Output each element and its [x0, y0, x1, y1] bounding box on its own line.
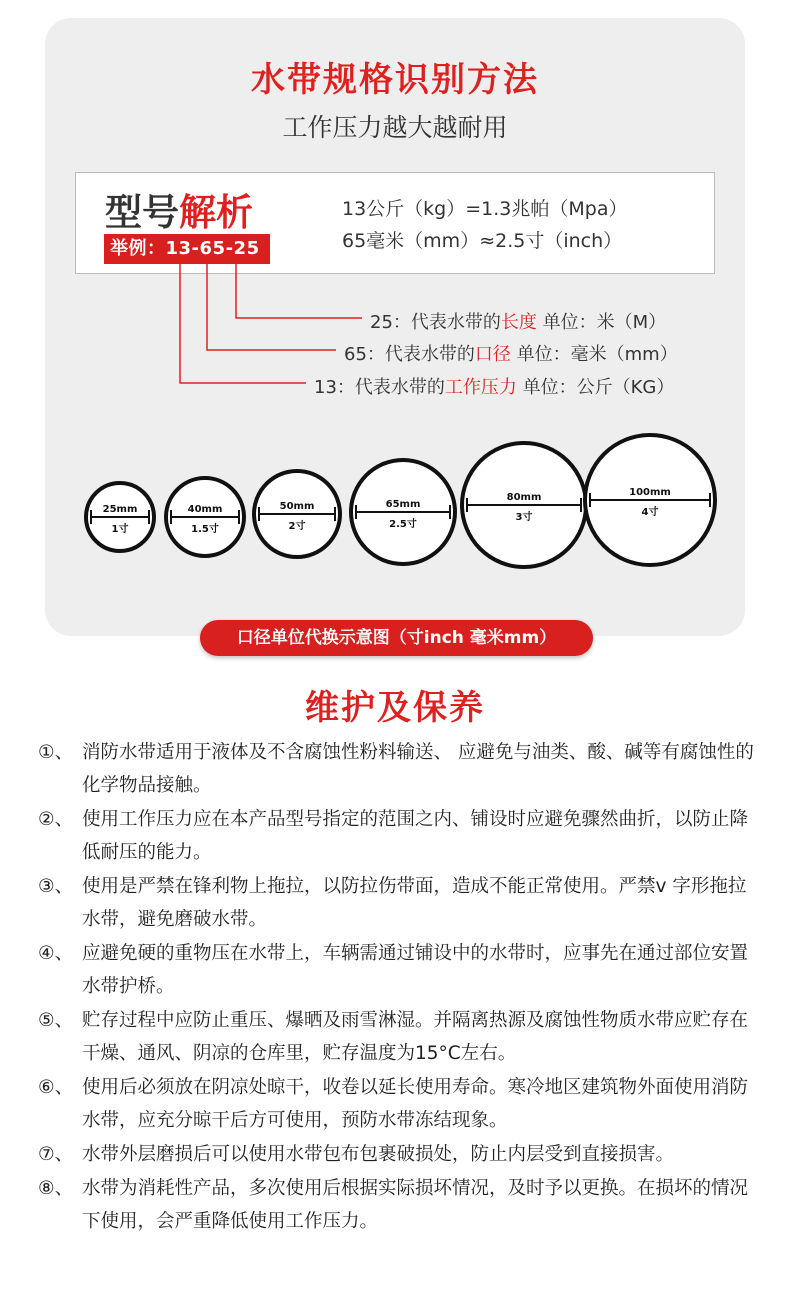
legend-length-highlight: 长度 [500, 312, 537, 333]
care-item-3 [38, 870, 758, 936]
care-item-1 [38, 736, 758, 802]
diameter-inch-label: 2寸 [288, 521, 306, 532]
connector-diameter [207, 264, 336, 350]
connector-pressure [180, 264, 306, 383]
diameter-inch-label: 1寸 [111, 524, 129, 535]
care-item-text: 使用是严禁在锋利物上拖拉，以防拉伤带面，造成不能正常使用。严禁v 字形拖拉水带，避免磨破水带。 [82, 876, 747, 930]
legend-diameter-prefix: 65：代表水带的 [344, 344, 475, 365]
care-item-2 [38, 803, 758, 869]
diameter-mm-label: 65mm [385, 499, 421, 510]
diameter-mm-label: 40mm [187, 504, 223, 515]
model-title-black: 型号 [105, 191, 179, 234]
diameter-circle-6 [585, 435, 715, 565]
legend-diameter [344, 340, 678, 366]
diameter-inch-label: 1.5寸 [191, 524, 219, 535]
care-item-number: ⑥、 [38, 1077, 74, 1098]
conversion-diameter: 65毫米（mm）≈2.5寸（inch） [342, 230, 623, 252]
diameter-mm-label: 25mm [102, 504, 138, 515]
diameter-circle-5 [462, 443, 586, 567]
care-item-text: 消防水带适用于液体及不含腐蚀性粉料输送、 应避免与油类、酸、碱等有腐蚀性的化学物品接触。 [82, 742, 754, 796]
model-title-red: 解析 [179, 191, 253, 234]
conversion-pressure: 13公斤（kg）=1.3兆帕（Mpa） [342, 198, 628, 220]
care-list [38, 736, 758, 1239]
care-item-number: ⑤、 [38, 1010, 74, 1031]
legend-length-suffix: 单位：米（M） [536, 312, 667, 333]
diameter-circle-3 [254, 471, 340, 557]
care-title: 维护及保养 [305, 688, 485, 728]
diameter-mm-label: 50mm [279, 501, 315, 512]
page-subtitle: 工作压力越大越耐用 [282, 113, 508, 142]
legend-length-prefix: 25：代表水带的 [370, 312, 501, 333]
care-item-number: ②、 [38, 809, 74, 830]
legend-pressure-suffix: 单位：公斤（KG） [516, 377, 675, 398]
diameter-inch-label: 2.5寸 [389, 519, 417, 530]
connector-length [236, 264, 362, 318]
diameter-circle-4 [351, 460, 455, 564]
legend-pressure-prefix: 13：代表水带的 [314, 377, 445, 398]
care-item-number: ④、 [38, 943, 74, 964]
care-item-text: 应避免硬的重物压在水带上，车辆需通过铺设中的水带时，应事先在通过部位安置水带护桥。 [82, 943, 749, 997]
diameter-diagram [0, 420, 790, 610]
care-item-text: 水带外层磨损后可以使用水带包布包裹破损处，防止内层受到直接损害。 [82, 1144, 675, 1165]
example-tag: 举例：13-65-25 [104, 234, 270, 264]
care-item-7 [38, 1138, 758, 1171]
care-item-4 [38, 937, 758, 1003]
care-item-text: 贮存过程中应防止重压、爆晒及雨雪淋湿。并隔离热源及腐蚀性物质水带应贮存在干燥、通风、阴凉的仓库里，贮存温度为15°C左右。 [82, 1010, 749, 1064]
legend-pressure [314, 373, 674, 399]
care-item-6 [38, 1071, 758, 1137]
page-title: 水带规格识别方法 [251, 60, 539, 100]
legend-pressure-highlight: 工作压力 [444, 377, 517, 398]
care-item-number: ⑧、 [38, 1178, 74, 1199]
diameter-mm-label: 100mm [629, 487, 671, 498]
care-item-5 [38, 1004, 758, 1070]
care-item-text: 使用后必须放在阴凉处晾干，收卷以延长使用寿命。寒冷地区建筑物外面使用消防水带，应充分晾干后方可使用，预防水带冻结现象。 [82, 1077, 749, 1131]
care-item-number: ①、 [38, 742, 74, 763]
legend-diameter-suffix: 单位：毫米（mm） [510, 344, 678, 365]
legend-diameter-highlight: 口径 [474, 344, 511, 365]
diagram-caption: 口径单位代换示意图（寸inch 毫米mm） [200, 620, 593, 656]
care-item-number: ⑦、 [38, 1144, 74, 1165]
diameter-inch-label: 3寸 [515, 512, 533, 523]
care-item-text: 使用工作压力应在本产品型号指定的范围之内、铺设时应避免骤然曲折，以防止降低耐压的能力。 [82, 809, 749, 863]
care-item-number: ③、 [38, 876, 74, 897]
care-item-text: 水带为消耗性产品，多次使用后根据实际损坏情况，及时予以更换。在损坏的情况下使用，会严重降低使用工作压力。 [82, 1178, 749, 1232]
care-item-8 [38, 1172, 758, 1238]
diameter-inch-label: 4寸 [641, 507, 659, 518]
diameter-circle-1 [86, 483, 154, 551]
diameter-circle-2 [166, 478, 244, 556]
legend-length [370, 308, 666, 334]
diameter-mm-label: 80mm [506, 492, 542, 503]
